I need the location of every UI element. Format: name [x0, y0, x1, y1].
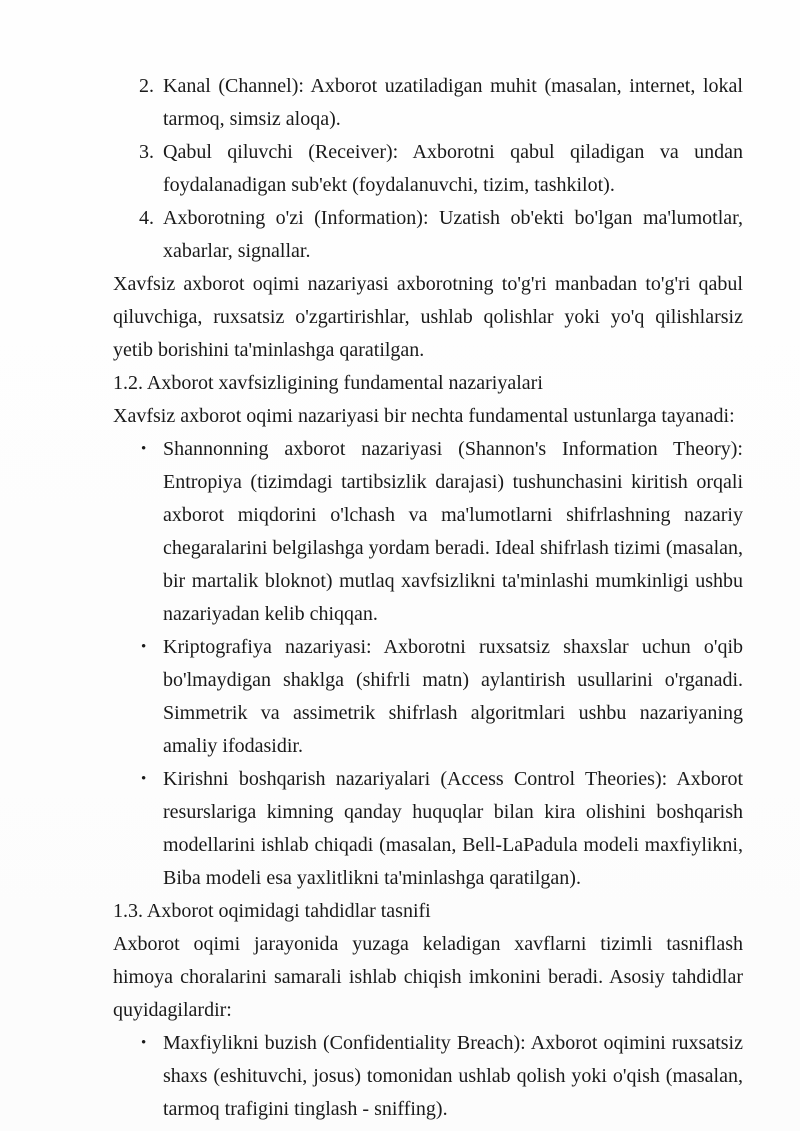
list-item-text: Maxfiylikni buzish (Confidentiality Breach): Axborot oqimini ruxsatsiz shaxs (eshituvchi, josus) tomonidan ushlab qolish yoki o'qish (masalan, tarmoq trafigini tinglash - sniffing).	[163, 1032, 743, 1120]
list-item-text: Qabul qiluvchi (Receiver): Axborotni qabul qiladigan va undan foydalanadigan sub'ekt (foydalanuvchi, tizim, tashkilot).	[163, 141, 743, 196]
list-number: 3.	[139, 141, 154, 163]
bullet-list-item	[141, 433, 743, 631]
bullet-list-item	[141, 1027, 743, 1126]
numbered-list-item	[139, 136, 743, 202]
numbered-list-item	[139, 70, 743, 136]
list-item-text: Axborotning o'zi (Information): Uzatish ob'ekti bo'lgan ma'lumotlar, xabarlar, signallar.	[163, 207, 743, 262]
paragraph-secure-flow-goal: Xavfsiz axborot oqimi nazariyasi axborotning to'g'ri manbadan to'g'ri qabul qiluvchiga, ruxsatsiz o'zgartirishlar, ushlab qolishlar yoki yo'q qilishlarsiz yetib borishini ta'minlashga qaratilgan.	[113, 273, 743, 361]
bullet-list-item	[141, 631, 743, 763]
list-number: 2.	[139, 75, 154, 97]
bullet-icon: •	[141, 1035, 147, 1051]
bullet-icon: •	[141, 639, 147, 655]
bullet-icon: •	[141, 771, 147, 787]
list-item-text: Kriptografiya nazariyasi: Axborotni ruxsatsiz shaxslar uchun o'qib bo'lmaydigan shaklga (shifrli matn) aylantirish usullarini o'rganadi. Simmetrik va assimetrik shifrlash algoritmlari ushbu nazariyaning amaliy ifodasidir.	[163, 636, 743, 757]
page-content	[113, 70, 743, 1126]
section-heading-1-3: 1.3. Axborot oqimidagi tahdidlar tasnifi	[113, 900, 431, 922]
bullet-icon: •	[141, 441, 147, 457]
bullet-list-item	[141, 763, 743, 895]
list-item-text: Kanal (Channel): Axborot uzatiladigan muhit (masalan, internet, lokal tarmoq, simsiz aloqa).	[163, 75, 743, 130]
list-number: 4.	[139, 207, 154, 229]
section-heading-1-2: 1.2. Axborot xavfsizligining fundamental nazariyalari	[113, 372, 543, 394]
list-item-text: Shannonning axborot nazariyasi (Shannon's Information Theory): Entropiya (tizimdagi tartibsizlik darajasi) tushunchasini kiritish orqali axborot miqdorini o'lchash va ma'lumotlarni shifrlashning nazariy chegaralarini belgilashga yordam beradi. Ideal shifrlash tizimi (masalan, bir martalik bloknot) mutlaq xavfsizlikni ta'minlashi mumkinligi ushbu nazariyadan kelib chiqqan.	[163, 438, 743, 625]
paragraph-pillars-intro: Xavfsiz axborot oqimi nazariyasi bir nechta fundamental ustunlarga tayanadi:	[113, 405, 735, 427]
list-item-text: Kirishni boshqarish nazariyalari (Access Control Theories): Axborot resurslariga kimning qanday huquqlar bilan kira olishini boshqarish modellarini ishlab chiqadi (masalan, Bell-LaPadula modeli maxfiylikni, Biba modeli esa yaxlitlikni ta'minlashga qaratilgan).	[163, 768, 743, 889]
numbered-list-item	[139, 202, 743, 268]
paragraph-threats-intro: Axborot oqimi jarayonida yuzaga keladigan xavflarni tizimli tasniflash himoya choralarini samarali ishlab chiqish imkonini beradi. Asosiy tahdidlar quyidagilardir:	[113, 933, 743, 1021]
